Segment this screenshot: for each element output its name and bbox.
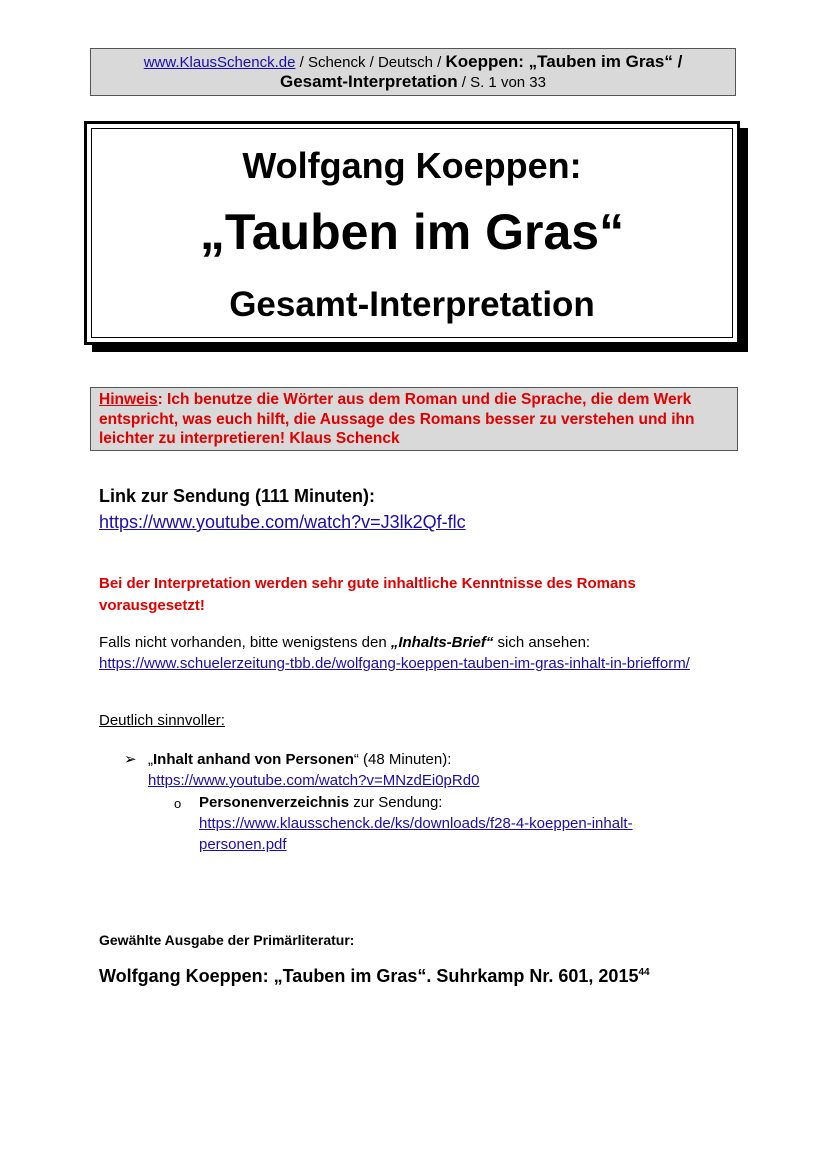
inhalts-brief-emphasis: „Inhalts-Brief“ <box>390 634 494 651</box>
arrow-bullet-icon: ➢ <box>124 751 137 768</box>
inhalts-brief-paragraph <box>99 632 739 674</box>
title-box-inner <box>91 128 733 338</box>
site-link[interactable]: www.KlausSchenck.de <box>143 54 296 71</box>
header-line-2 <box>91 72 735 92</box>
broadcast-heading: Link zur Sendung (111 Minuten): <box>99 486 376 506</box>
header-path: / Schenck / Deutsch / <box>295 54 446 71</box>
inhalts-brief-prefix: Falls nicht vorhanden, bitte wenigstens den <box>99 634 391 651</box>
requirement-note: Bei der Interpretation werden sehr gute inhaltliche Kenntnisse des Romans vorausgesetzt! <box>99 575 636 614</box>
bullet-open-quote: „ <box>148 751 153 768</box>
page-header <box>90 48 736 96</box>
hint-label: Hinweis <box>99 391 158 408</box>
edition-heading: Gewählte Ausgabe der Primärliteratur: <box>99 932 355 948</box>
title-author: Wolfgang Koeppen: <box>242 145 582 186</box>
bullet-bold: Inhalt anhand von Personen <box>153 751 354 768</box>
header-line-1 <box>91 52 735 72</box>
sub-bullet-link[interactable]: https://www.klausschenck.de/ks/downloads/f28-4-koeppen-inhalt-personen.pdf <box>199 815 633 853</box>
sub-bullet-rest: zur Sendung: <box>349 794 443 811</box>
title-subtitle: Gesamt-Interpretation <box>229 285 595 324</box>
edition-citation: Wolfgang Koeppen: „Tauben im Gras“. Suhrkamp Nr. 601, 2015 <box>99 966 639 986</box>
title-box <box>84 121 740 345</box>
header-title-part1: Koeppen: „Tauben im Gras“ / <box>445 52 683 71</box>
header-page-info: / S. 1 von 33 <box>457 74 546 91</box>
hint-text: : Ich benutze die Wörter aus dem Roman und die Sprache, die dem Werk entspricht, was euch hilft, die Aussage des Romans besser zu verstehen und ihn leichter zu interpretieren! Klaus Schenck <box>99 391 695 447</box>
better-label: Deutlich sinnvoller: <box>99 712 225 729</box>
broadcast-link-wrapper <box>99 512 466 533</box>
bullet-text <box>148 749 451 770</box>
edition-text <box>99 966 650 987</box>
bullet-link[interactable]: https://www.youtube.com/watch?v=MNzdEi0pRd0 <box>148 772 480 789</box>
hint-box <box>90 387 738 451</box>
sub-bullet-bold: Personenverzeichnis <box>199 794 350 811</box>
edition-superscript: 44 <box>638 967 650 978</box>
circle-bullet-icon: o <box>174 796 182 811</box>
inhalts-brief-link[interactable]: https://www.schuelerzeitung-tbb.de/wolfgang-koeppen-tauben-im-gras-inhalt-in-briefform/ <box>99 655 690 672</box>
bullet-rest: “ (48 Minuten): <box>353 751 452 768</box>
inhalts-brief-suffix: sich ansehen: <box>493 634 591 651</box>
sub-bullet-text <box>199 792 442 813</box>
broadcast-link[interactable]: https://www.youtube.com/watch?v=J3lk2Qf-flc <box>99 512 466 532</box>
header-title-part2: Gesamt-Interpretation <box>280 72 458 91</box>
title-work: „Tauben im Gras“ <box>199 204 625 260</box>
